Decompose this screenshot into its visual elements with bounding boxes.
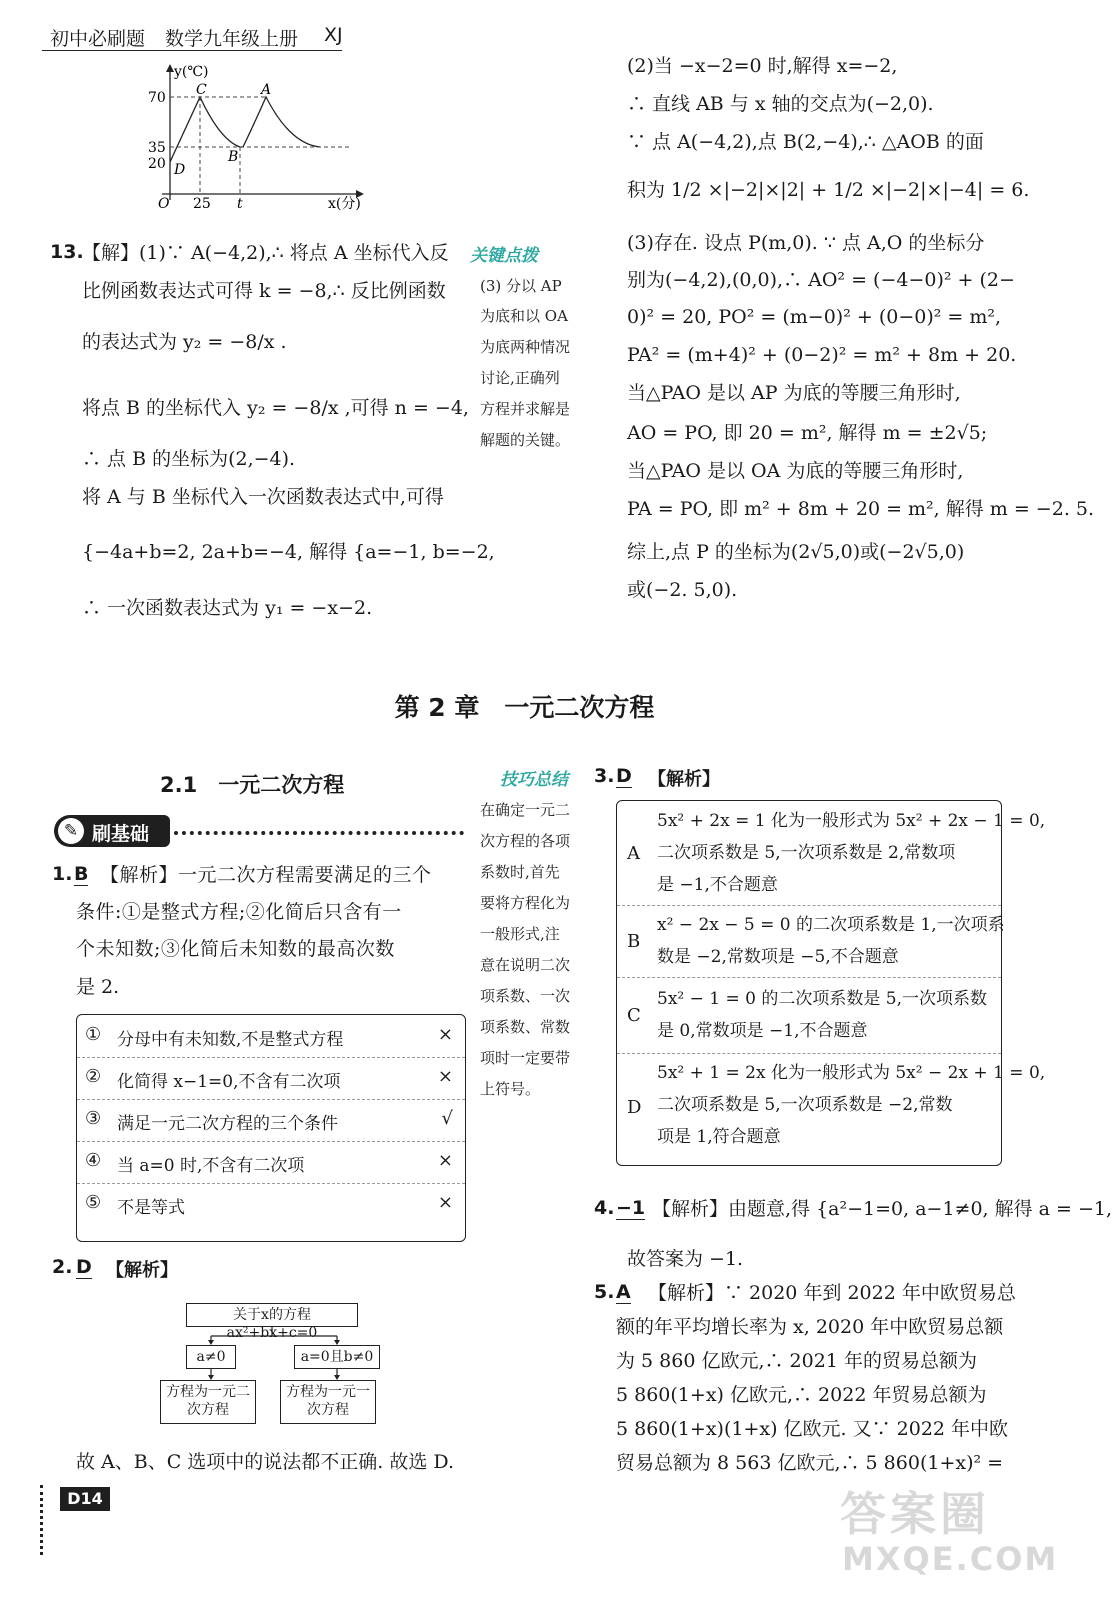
tip-key-points-title: 关键点拨 [470,246,538,266]
q1-number: 1. [52,863,73,885]
tip2-line: 上符号。 [480,1080,541,1098]
q2-conclusion: 故 A、B、C 选项中的说法都不正确. 故选 D. [76,1451,455,1473]
y-axis-label: y(℃) [174,64,209,80]
q1-line-4: 是 2. [76,976,120,998]
table-row: ⑤ 不是等式 × [85,1192,453,1218]
flow-arrows [150,1300,400,1430]
solution-line: 或(−2. 5,0). [627,579,738,601]
tip2-line: 意在说明二次 [480,956,571,974]
solution-line: 积为 1/2 ×|−2|×|2| + 1/2 ×|−2|×|−4| = 6. [627,179,1030,201]
q5-line-1: 【解析】∵ 2020 年到 2022 年中欧贸易总 [648,1282,1016,1304]
flow-right-cond: a=0且b≠0 [294,1345,380,1369]
option-row-C: C 5x² − 1 = 0 的二次项系数是 5,一次项系数 是 0,常数项是 −1,不合题意 [617,977,1001,1054]
tip2-line: 在确定一元二 [480,801,571,819]
pencil-icon: ✎ [58,818,84,844]
badge-label: 刷基础 [92,823,150,845]
q5-line-6: 贸易总额为 8 563 亿欧元,∴ 5 860(1+x)² = [616,1452,1004,1474]
option-row-D: D 5x² + 1 = 2x 化为一般形式为 5x² − 2x + 1 = 0, 二次项系数是 5,一次项系数是 −2,常数 项是 1,符合题意 [627,1063,1046,1147]
point-B: B [228,149,239,165]
subject-title: 数学九年级上册 [165,28,299,50]
q13-line-1: 【解】(1)∵ A(−4,2),∴ 将点 A 坐标代入反 [82,242,449,264]
q3-answer: D [616,765,632,787]
q13-line-6: 将 A 与 B 坐标代入一次函数表达式中,可得 [82,486,444,508]
flow-left-cond: a≠0 [186,1345,236,1369]
tip2-line: 次方程的各项 [480,832,571,850]
solution-line: ∴ 直线 AB 与 x 轴的交点为(−2,0). [627,93,934,115]
tip1-line: 为底和以 OA [480,307,568,325]
q4-line-1: 【解析】由题意,得 {a²−1=0, a−1≠0, 解得 a = −1, [652,1198,1112,1220]
table-row: ② 化简得 x−1=0,不含有二次项 × [77,1057,465,1100]
q5-line-5: 5 860(1+x)(1+x) 亿欧元. 又∵ 2022 年中欧 [616,1418,1009,1440]
y-tick-20: 20 [148,156,166,172]
option-row-B: B x² − 2x − 5 = 0 的二次项系数是 1,一次项系 数是 −2,常数项是 −5,不合题意 [617,905,1001,978]
page-number: D14 [60,1487,110,1511]
solution-line: (2)当 −x−2=0 时,解得 x=−2, [627,55,898,77]
q3-number: 3. [594,765,615,787]
tip2-line: 项时一定要带 [480,1049,571,1067]
table-row: ④ 当 a=0 时,不含有二次项 × [77,1141,465,1184]
q13-line-4: 将点 B 的坐标代入 y₂ = −8/x ,可得 n = −4, [82,397,469,419]
q13-number: 13. [50,241,84,263]
flow-right-result: 方程为一元一次方程 [280,1380,376,1424]
flow-left-result: 方程为一元二次方程 [160,1380,256,1424]
page-header [42,22,342,52]
solution-line: PA² = (m+4)² + (0−2)² = m² + 8m + 20. [627,344,1017,366]
flow-top-box: 关于x的方程ax²+bx+c=0 [186,1303,358,1327]
section-title: 2.1 一元二次方程 [160,773,345,797]
tip2-line: 项系数、一次 [480,987,571,1005]
solution-line: 当△PAO 是以 OA 为底的等腰三角形时, [627,460,964,482]
solution-line: PA = PO, 即 m² + 8m + 20 = m², 解得 m = −2. 5. [627,498,1095,520]
curve [170,97,320,162]
q2-flowchart [150,1300,400,1430]
chapter-title: 第 2 章 一元二次方程 [394,693,655,722]
solution-line: 0)² = 20, PO² = (m−0)² + (0−0)² = m², [627,306,1002,328]
x-tick-origin: O [158,196,170,212]
q5-line-2: 额的年平均增长率为 x, 2020 年中欧贸易总额 [616,1316,1004,1338]
option-row-A: A 5x² + 2x = 1 化为一般形式为 5x² + 2x − 1 = 0, 二次项系数是 5,一次项系数是 2,常数项 是 −1,不合题意 [617,801,1001,906]
badge-dotted-rule [174,831,464,835]
q13-line-5: ∴ 点 B 的坐标为(2,−4). [82,448,296,470]
q13-line-7: {−4a+b=2, 2a+b=−4, 解得 {a=−1, b=−2, [82,541,495,563]
q13-line-3: 的表达式为 y₂ = −8/x . [82,331,287,353]
x-axis-label: x(分) [328,196,361,212]
table-row: ① 分母中有未知数,不是整式方程 × [77,1015,465,1058]
solution-line: AO = PO, 即 20 = m², 解得 m = ±2√5; [627,422,988,444]
y-tick-35: 35 [148,140,166,156]
q1-line-2: 条件:①是整式方程;②化简后只含有一 [76,901,402,923]
temperature-graph [140,62,370,212]
practice-badge [54,815,170,847]
tip-summary-title: 技巧总结 [500,770,568,790]
q1-condition-table [76,1014,466,1242]
page-corner-dots [40,1485,43,1555]
tip1-line: 为底两种情况 [480,338,571,356]
q5-number: 5. [594,1281,615,1303]
watermark-url: MXQE.COM [842,1540,1059,1578]
book-title: 初中必刷题 [50,28,146,50]
solution-line: 综上,点 P 的坐标为(2√5,0)或(−2√5,0) [627,541,965,563]
x-tick-t: t [237,196,243,212]
tip1-line: (3) 分以 AP [480,277,562,295]
solution-line: ∵ 点 A(−4,2),点 B(2,−4),∴ △AOB 的面 [627,131,984,153]
tip2-line: 要将方程化为 [480,894,571,912]
tip2-line: 项系数、常数 [480,1018,571,1036]
x-tick-25: 25 [193,196,211,212]
solution-line: 当△PAO 是以 AP 为底的等腰三角形时, [627,382,961,404]
point-D: D [174,162,186,178]
edition-label: XJ [324,24,343,46]
solution-line: 别为(−4,2),(0,0),∴ AO² = (−4−0)² + (2− [627,269,1015,291]
q13-line-2: 比例函数表达式可得 k = −8,∴ 反比例函数 [82,280,446,302]
header-underline [42,50,342,51]
q1-answer: B [74,863,89,885]
q4-number: 4. [594,1197,615,1219]
tip1-line: 解题的关键。 [480,431,571,449]
tip1-line: 讨论,正确列 [480,369,560,387]
table-row: ③ 满足一元二次方程的三个条件 √ [77,1099,465,1142]
q5-answer: A [616,1281,631,1303]
point-C: C [196,82,207,98]
tip1-line: 方程并求解是 [480,400,571,418]
solution-line: (3)存在. 设点 P(m,0). ∵ 点 A,O 的坐标分 [627,232,985,254]
q4-line-2: 故答案为 −1. [627,1248,744,1270]
q2-number: 2. [52,1256,73,1278]
q5-line-4: 5 860(1+x) 亿欧元,∴ 2022 年贸易总额为 [616,1384,987,1406]
y-tick-70: 70 [148,90,166,106]
tip2-line: 系数时,首先 [480,863,560,881]
q3-options-table [616,800,1046,1166]
q2-answer: D [76,1256,92,1278]
q2-analysis-label: 【解析】 [106,1260,178,1281]
q5-line-3: 为 5 860 亿欧元,∴ 2021 年的贸易总额为 [616,1350,977,1372]
q13-line-8: ∴ 一次函数表达式为 y₁ = −x−2. [82,597,373,619]
q4-answer: −1 [616,1197,646,1219]
watermark-logo: 答案圈 [840,1487,990,1541]
q1-line-1: 【解析】一元二次方程需要满足的三个 [100,864,432,886]
tip2-line: 一般形式,注 [480,925,560,943]
point-A: A [261,82,272,98]
q1-line-3: 个未知数;③化简后未知数的最高次数 [76,938,395,960]
q3-analysis-label: 【解析】 [648,769,720,790]
